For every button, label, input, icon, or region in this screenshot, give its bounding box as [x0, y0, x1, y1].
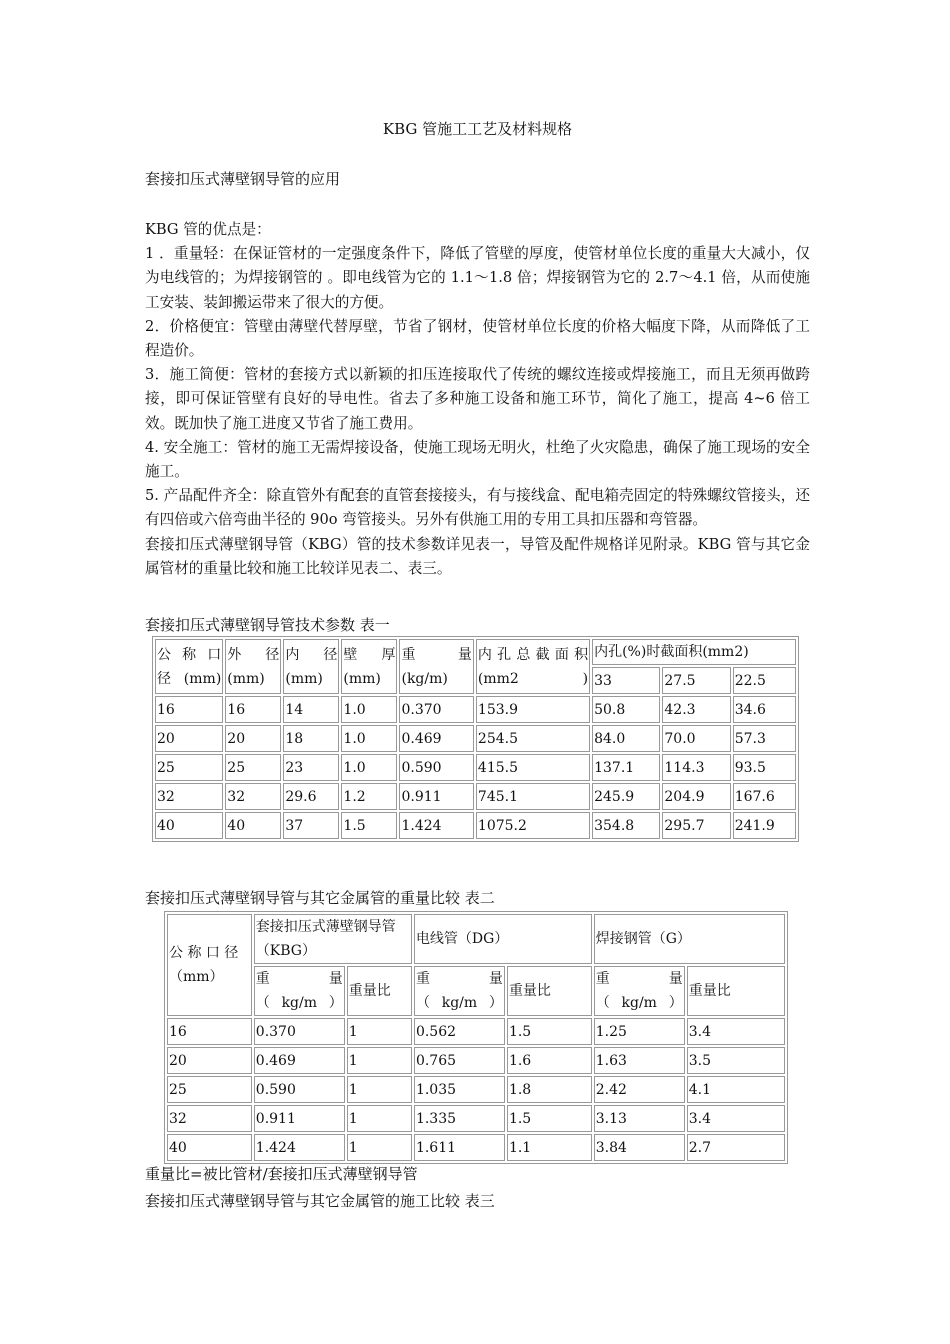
table-cell: 254.5 [476, 725, 590, 752]
table-cell: 1.5 [507, 1105, 592, 1132]
table-row [167, 1076, 785, 1103]
table-cell: 2.42 [594, 1076, 685, 1103]
table-cell: 50.8 [592, 696, 660, 723]
table-cell: 0.562 [414, 1018, 505, 1045]
table-cell: 25 [225, 754, 281, 781]
table-cell: 23 [283, 754, 339, 781]
table-cell: 1.611 [414, 1134, 505, 1161]
table-cell: 1.035 [414, 1076, 505, 1103]
table-cell: 32 [225, 783, 281, 810]
table-header: 内孔总截面积(mm2 ) [476, 639, 590, 694]
page-title: KBG 管施工工艺及材料规格 [382, 120, 573, 138]
table-cell: 29.6 [283, 783, 339, 810]
table-cell: 20 [167, 1047, 252, 1074]
table-cell: 0.911 [254, 1105, 345, 1132]
table-cell: 204.9 [662, 783, 730, 810]
table-cell: 0.370 [254, 1018, 345, 1045]
table-cell: 245.9 [592, 783, 660, 810]
table-cell: 0.911 [399, 783, 473, 810]
table-row [155, 812, 796, 839]
table-cell: 3.13 [594, 1105, 685, 1132]
table-header: 电线管（DG） [414, 914, 592, 964]
table-row [155, 725, 796, 752]
table-cell: 0.469 [254, 1047, 345, 1074]
table1-caption: 套接扣压式薄壁钢导管技术参数 表一 [145, 616, 390, 634]
table-cell: 1.0 [341, 754, 397, 781]
table-header: 重 量（kg/m） [414, 966, 505, 1016]
table-cell: 3.5 [687, 1047, 785, 1074]
table-header: 内 径(mm) [283, 639, 339, 694]
paragraph: 1 ．重量轻：在保证管材的一定强度条件下，降低了管壁的厚度，使管材单位长度的重量大大减小，仅为电线管的；为焊接钢管的 。即电线管为它的 1.1～1.8 倍；焊接钢管为它的 2.7～4.1 倍，从而使施工安装、装卸搬运带来了很大的方便。 [145, 245, 810, 311]
table-cell: 4.1 [687, 1076, 785, 1103]
table-cell: 1 [347, 1134, 412, 1161]
weight-ratio-note: 重量比=被比管材/套接扣压式薄壁钢导管 [145, 1165, 418, 1183]
table-cell: 1.2 [341, 783, 397, 810]
table-cell: 16 [167, 1018, 252, 1045]
table-cell: 1 [347, 1047, 412, 1074]
table-cell: 1 [347, 1105, 412, 1132]
table-cell: 1.424 [254, 1134, 345, 1161]
table-cell: 1075.2 [476, 812, 590, 839]
table-header: 重 量（kg/m） [254, 966, 345, 1016]
table-cell: 153.9 [476, 696, 590, 723]
table-cell: 0.469 [399, 725, 473, 752]
table-cell: 20 [155, 725, 223, 752]
table2-caption: 套接扣压式薄壁钢导管与其它金属管的重量比较 表二 [145, 889, 495, 907]
table-cell: 14 [283, 696, 339, 723]
table-cell: 295.7 [662, 812, 730, 839]
table-cell: 137.1 [592, 754, 660, 781]
table-header: 重量比 [507, 966, 592, 1016]
table-cell: 93.5 [733, 754, 796, 781]
table1-tech-params [152, 636, 799, 842]
table-row [167, 1105, 785, 1132]
table-cell: 1.0 [341, 725, 397, 752]
table-header: 焊接钢管（G） [594, 914, 785, 964]
table-cell: 0.765 [414, 1047, 505, 1074]
table-header: 27.5 [662, 667, 730, 694]
paragraph: 套接扣压式薄壁钢导管（KBG）管的技术参数详见表一，导管及配件规格详见附录。KBG 管与其它金属管材的重量比较和施工比较详见表二、表三。 [145, 535, 810, 577]
table-cell: 1.63 [594, 1047, 685, 1074]
table-cell: 40 [155, 812, 223, 839]
table-cell: 1.5 [507, 1018, 592, 1045]
table-header: 重 量（kg/m） [594, 966, 685, 1016]
table-cell: 1.25 [594, 1018, 685, 1045]
table-header: 33 [592, 667, 660, 694]
table-row [167, 1018, 785, 1045]
table-cell: 3.84 [594, 1134, 685, 1161]
table-cell: 745.1 [476, 783, 590, 810]
table-cell: 1.335 [414, 1105, 505, 1132]
table-header: 套接扣压式薄壁钢导管（KBG） [254, 914, 412, 964]
paragraph: 4. 安全施工：管材的施工无需焊接设备，使施工现场无明火，杜绝了火灾隐患，确保了施工现场的安全施工。 [145, 438, 810, 481]
table-header: 公 称 口 径(mm) [155, 639, 223, 694]
table-cell: 415.5 [476, 754, 590, 781]
table2-weight-comparison [164, 911, 788, 1164]
table-cell: 2.7 [687, 1134, 785, 1161]
table-cell: 1.1 [507, 1134, 592, 1161]
table-cell: 1.0 [341, 696, 397, 723]
table-cell: 16 [155, 696, 223, 723]
table-cell: 70.0 [662, 725, 730, 752]
table-cell: 1.8 [507, 1076, 592, 1103]
table3-caption: 套接扣压式薄壁钢导管与其它金属管的施工比较 表三 [145, 1192, 495, 1210]
table-cell: 32 [155, 783, 223, 810]
table-header: 外 径(mm) [225, 639, 281, 694]
table-header: 公 称 口 径（mm） [167, 914, 252, 1016]
table-cell: 37 [283, 812, 339, 839]
paragraph: 3．施工简便：管材的套接方式以新颖的扣压连接取代了传统的螺纹连接或焊接施工，而且无须再做跨接，即可保证管壁有良好的导电性。省去了多种施工设备和施工环节，简化了施工，提高 4~6 倍工效。既加快了施工进度又节省了施工费用。 [145, 366, 810, 432]
table-header: 壁 厚(mm) [341, 639, 397, 694]
table-cell: 3.4 [687, 1105, 785, 1132]
table-cell: 1.6 [507, 1047, 592, 1074]
table-row [155, 783, 796, 810]
table-cell: 20 [225, 725, 281, 752]
table-cell: 25 [155, 754, 223, 781]
table-cell: 1 [347, 1076, 412, 1103]
table-cell: 0.590 [399, 754, 473, 781]
table-cell: 84.0 [592, 725, 660, 752]
table-row [155, 754, 796, 781]
table-cell: 34.6 [733, 696, 796, 723]
table-cell: 114.3 [662, 754, 730, 781]
paragraph: 5. 产品配件齐全：除直管外有配套的直管套接接头，有与接线盒、配电箱壳固定的特殊螺纹管接头，还有四倍或六倍弯曲半径的 90o 弯管接头。另外有供施工用的专用工具扣压器和弯管器。 [145, 487, 810, 529]
table-cell: 241.9 [733, 812, 796, 839]
table-cell: 25 [167, 1076, 252, 1103]
advantages-section [145, 218, 810, 581]
table-cell: 18 [283, 725, 339, 752]
table-row [167, 1047, 785, 1074]
table-row [167, 1134, 785, 1161]
table-header: 22.5 [733, 667, 796, 694]
advantages-heading: KBG 管的优点是： [145, 221, 271, 238]
table-cell: 0.590 [254, 1076, 345, 1103]
table-cell: 40 [167, 1134, 252, 1161]
table-row [155, 696, 796, 723]
section-subtitle: 套接扣压式薄壁钢导管的应用 [145, 170, 341, 188]
table-cell: 1 [347, 1018, 412, 1045]
table-cell: 57.3 [733, 725, 796, 752]
table-header: 重量比 [687, 966, 785, 1016]
table-cell: 1.5 [341, 812, 397, 839]
table-header: 重量比 [347, 966, 412, 1016]
table-cell: 3.4 [687, 1018, 785, 1045]
paragraph: 2．价格便宜：管壁由薄壁代替厚壁，节省了钢材，使管材单位长度的价格大幅度下降，从而降低了工程造价。 [145, 317, 810, 360]
table-header: 重 量(kg/m) [399, 639, 473, 694]
table-cell: 0.370 [399, 696, 473, 723]
table-cell: 16 [225, 696, 281, 723]
table-cell: 40 [225, 812, 281, 839]
table-cell: 354.8 [592, 812, 660, 839]
table-cell: 42.3 [662, 696, 730, 723]
table-cell: 32 [167, 1105, 252, 1132]
table-cell: 167.6 [733, 783, 796, 810]
table-cell: 1.424 [399, 812, 473, 839]
table-header: 内孔(%)时截面积(mm2) [592, 639, 796, 665]
